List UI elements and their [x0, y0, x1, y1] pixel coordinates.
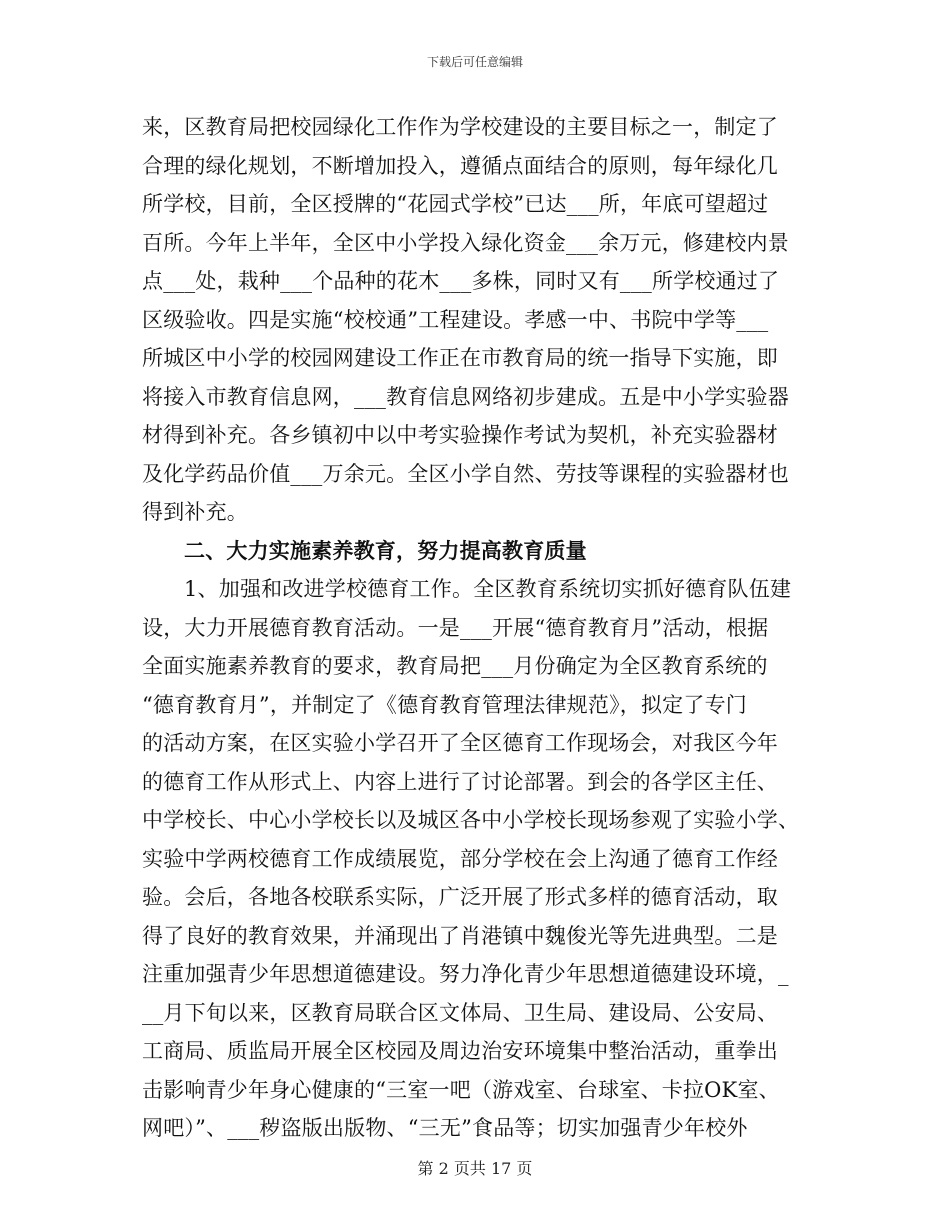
page-header: 下载后可任意编辑 [426, 55, 523, 69]
body-line: 区级验收。四是实施“校校通”工程建设。孝感一中、书院中学等___ [142, 307, 769, 332]
body-line: 1、加强和改进学校德育工作。全区教育系统切实抓好德育队伍建 [184, 577, 792, 601]
body-line: 所学校，目前，全区授牌的“花园式学校”已达___所，年底可望超过 [142, 192, 769, 216]
body-line: 来，区教育局把校园绿化工作作为学校建设的主要目标之一，制定了 [142, 115, 778, 139]
body-line: 百所。今年上半年，全区中小学投入绿化资金___余万元，修建校内景 [142, 230, 789, 255]
body-line: 击影响青少年身心健康的“三室一吧（游戏室、台球室、卡拉OK室、 [142, 1077, 780, 1102]
body-line: 设，大力开展德育教育活动。一是___开展“德育教育月”活动，根据 [142, 615, 769, 640]
body-line: 及化学药品价值___万余元。全区小学自然、劳技等课程的实验器材也 [142, 461, 789, 486]
body-line: 的德育工作从形式上、内容上进行了讨论部署。到会的各学区主任、 [142, 769, 778, 794]
section-heading: 二、大力实施素养教育，努力提高教育质量 [184, 537, 587, 563]
body-line: “德育教育月”，并制定了《德育教育管理法律规范》，拟定了专门 [142, 692, 747, 717]
body-line: 注重加强青少年思想道德建设。努力净化青少年思想道德建设环境，_ [142, 962, 789, 986]
body-line: 网吧）”、___秽盗版出版物、“三无”食品等；切实加强青少年校外 [142, 1116, 748, 1140]
document-body [142, 108, 808, 1148]
body-line: 得到补充。 [142, 500, 248, 524]
body-line: 工商局、质监局开展全区校园及周边治安环境集中整治活动，重拳出 [142, 1039, 778, 1063]
body-line: 得了良好的教育效果，并涌现出了肖港镇中魏俊光等先进典型。二是 [142, 923, 778, 948]
body-line: 合理的绿化规划，不断增加投入，遵循点面结合的原则，每年绿化几 [142, 153, 778, 178]
page-footer: 第 2 页共 17 页 [417, 1159, 533, 1178]
body-line: 中学校长、中心小学校长以及城区各中小学校长现场参观了实验小学、 [142, 808, 800, 832]
body-line: __月下旬以来，区教育局联合区文体局、卫生局、建设局、公安局、 [142, 1000, 779, 1025]
body-line: 材得到补充。各乡镇初中以中考实验操作考试为契机，补充实验器材 [142, 423, 778, 447]
body-line: 所城区中小学的校园网建设工作正在市教育局的统一指导下实施，即 [142, 346, 778, 370]
body-line: 验。会后，各地各校联系实际，广泛开展了形式多样的德育活动，取 [142, 885, 778, 909]
body-line: 实验中学两校德育工作成绩展览，部分学校在会上沟通了德育工作经 [142, 846, 778, 871]
body-line: 的活动方案，在区实验小学召开了全区德育工作现场会，对我区今年 [142, 731, 778, 755]
body-line: 将接入市教育信息网，___教育信息网络初步建成。五是中小学实验器 [142, 384, 789, 409]
body-line: 点___处，栽种___个品种的花木___多株，同时又有___所学校通过了 [142, 269, 780, 293]
body-line: 全面实施素养教育的要求，教育局把___月份确定为全区教育系统的 [142, 654, 768, 678]
